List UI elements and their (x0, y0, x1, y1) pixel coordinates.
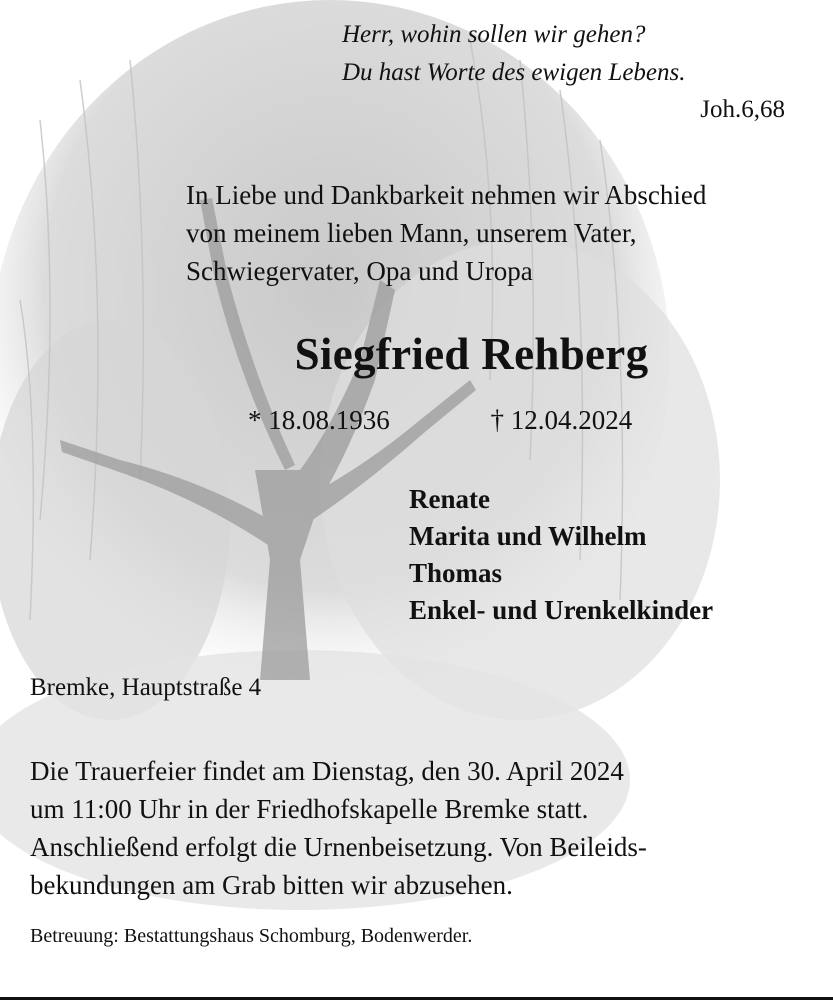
birth-date: * 18.08.1936 (248, 405, 390, 435)
life-dates (248, 405, 632, 436)
mourner: Thomas (409, 558, 503, 588)
funeral-service-info (30, 752, 647, 904)
service-line: bekundungen am Grab bitten wir abzusehen. (30, 870, 513, 900)
mourner: Marita und Wilhelm (409, 521, 647, 551)
mourner: Renate (409, 484, 490, 514)
verse-reference: Joh.6,68 (700, 96, 785, 123)
service-line: Die Trauerfeier findet am Dienstag, den 30. April 2024 (30, 756, 624, 786)
death-date: † 12.04.2024 (490, 405, 633, 435)
bible-verse (342, 16, 686, 92)
verse-line: Du hast Worte des ewigen Lebens. (342, 59, 686, 86)
intro-line: Schwiegervater, Opa und Uropa (186, 256, 533, 286)
service-line: Anschließend erfolgt die Urnenbeisetzung. Von Beileids- (30, 832, 647, 862)
intro-text (186, 176, 706, 290)
intro-line: von meinem lieben Mann, unserem Vater, (186, 218, 637, 248)
service-line: um 11:00 Uhr in der Friedhofskapelle Bremke statt. (30, 794, 589, 824)
deceased-name: Siegfried Rehberg (294, 329, 649, 379)
funeral-home-note: Betreuung: Bestattungshaus Schomburg, Bodenwerder. (30, 925, 473, 947)
mourners-list (409, 481, 713, 629)
intro-line: In Liebe und Dankbarkeit nehmen wir Abschied (186, 180, 707, 210)
verse-line: Herr, wohin sollen wir gehen? (342, 21, 646, 48)
mourner: Enkel- und Urenkelkinder (409, 595, 714, 625)
address: Bremke, Hauptstraße 4 (30, 674, 262, 701)
